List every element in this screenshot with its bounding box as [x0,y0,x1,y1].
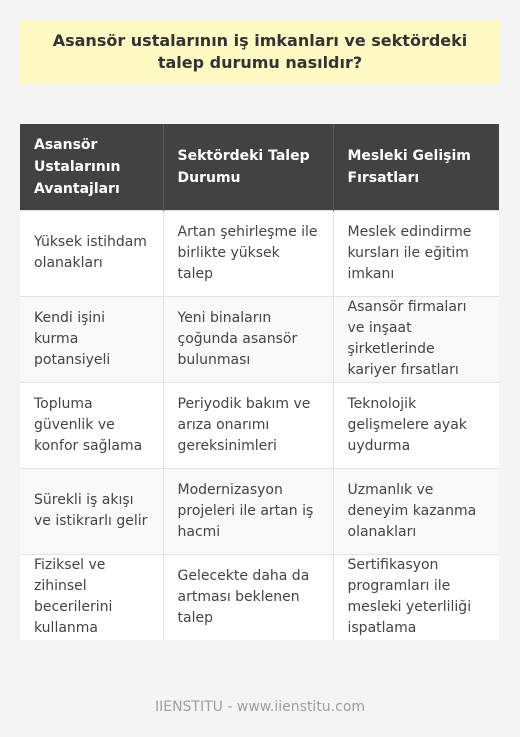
table-row [20,468,499,554]
comparison-table [20,124,499,640]
table-cell: Meslek edindirme kursları ile eğitim imkanı [333,210,499,296]
table-row [20,554,499,640]
column-header: Mesleki Gelişim Fırsatları [333,124,499,210]
table-cell: Modernizasyon projeleri ile artan iş hacmi [163,468,333,554]
table-cell: Kendi işini kurma potansiyeli [20,296,163,382]
table-cell: Sürekli iş akışı ve istikrarlı gelir [20,468,163,554]
column-header: Sektördeki Talep Durumu [163,124,333,210]
table-row [20,210,499,296]
table-cell: Yüksek istihdam olanakları [20,210,163,296]
table-cell: Teknolojik gelişmelere ayak uydurma [333,382,499,468]
table-cell: Asansör firmaları ve inşaat şirketlerinde kariyer fırsatları [333,296,499,382]
table-cell: Topluma güvenlik ve konfor sağlama [20,382,163,468]
table-cell: Sertifikasyon programları ile mesleki yeterliliği ispatlama [333,554,499,640]
table-row [20,382,499,468]
column-header: Asansör Ustalarının Avantajları [20,124,163,210]
title-banner [20,20,500,84]
table-cell: Yeni binaların çoğunda asansör bulunması [163,296,333,382]
table-cell: Gelecekte daha da artması beklenen talep [163,554,333,640]
table-header-row [20,124,499,210]
table-cell: Fiziksel ve zihinsel becerilerini kullanma [20,554,163,640]
table-cell: Artan şehirleşme ile birlikte yüksek talep [163,210,333,296]
table-cell: Periyodik bakım ve arıza onarımı gereksinimleri [163,382,333,468]
table-row [20,296,499,382]
table-cell: Uzmanlık ve deneyim kazanma olanakları [333,468,499,554]
page-title: Asansör ustalarının iş imkanları ve sektördeki talep durumu nasıldır? [52,31,468,72]
footer-credit: IIENSTITU - www.iienstitu.com [154,699,366,715]
